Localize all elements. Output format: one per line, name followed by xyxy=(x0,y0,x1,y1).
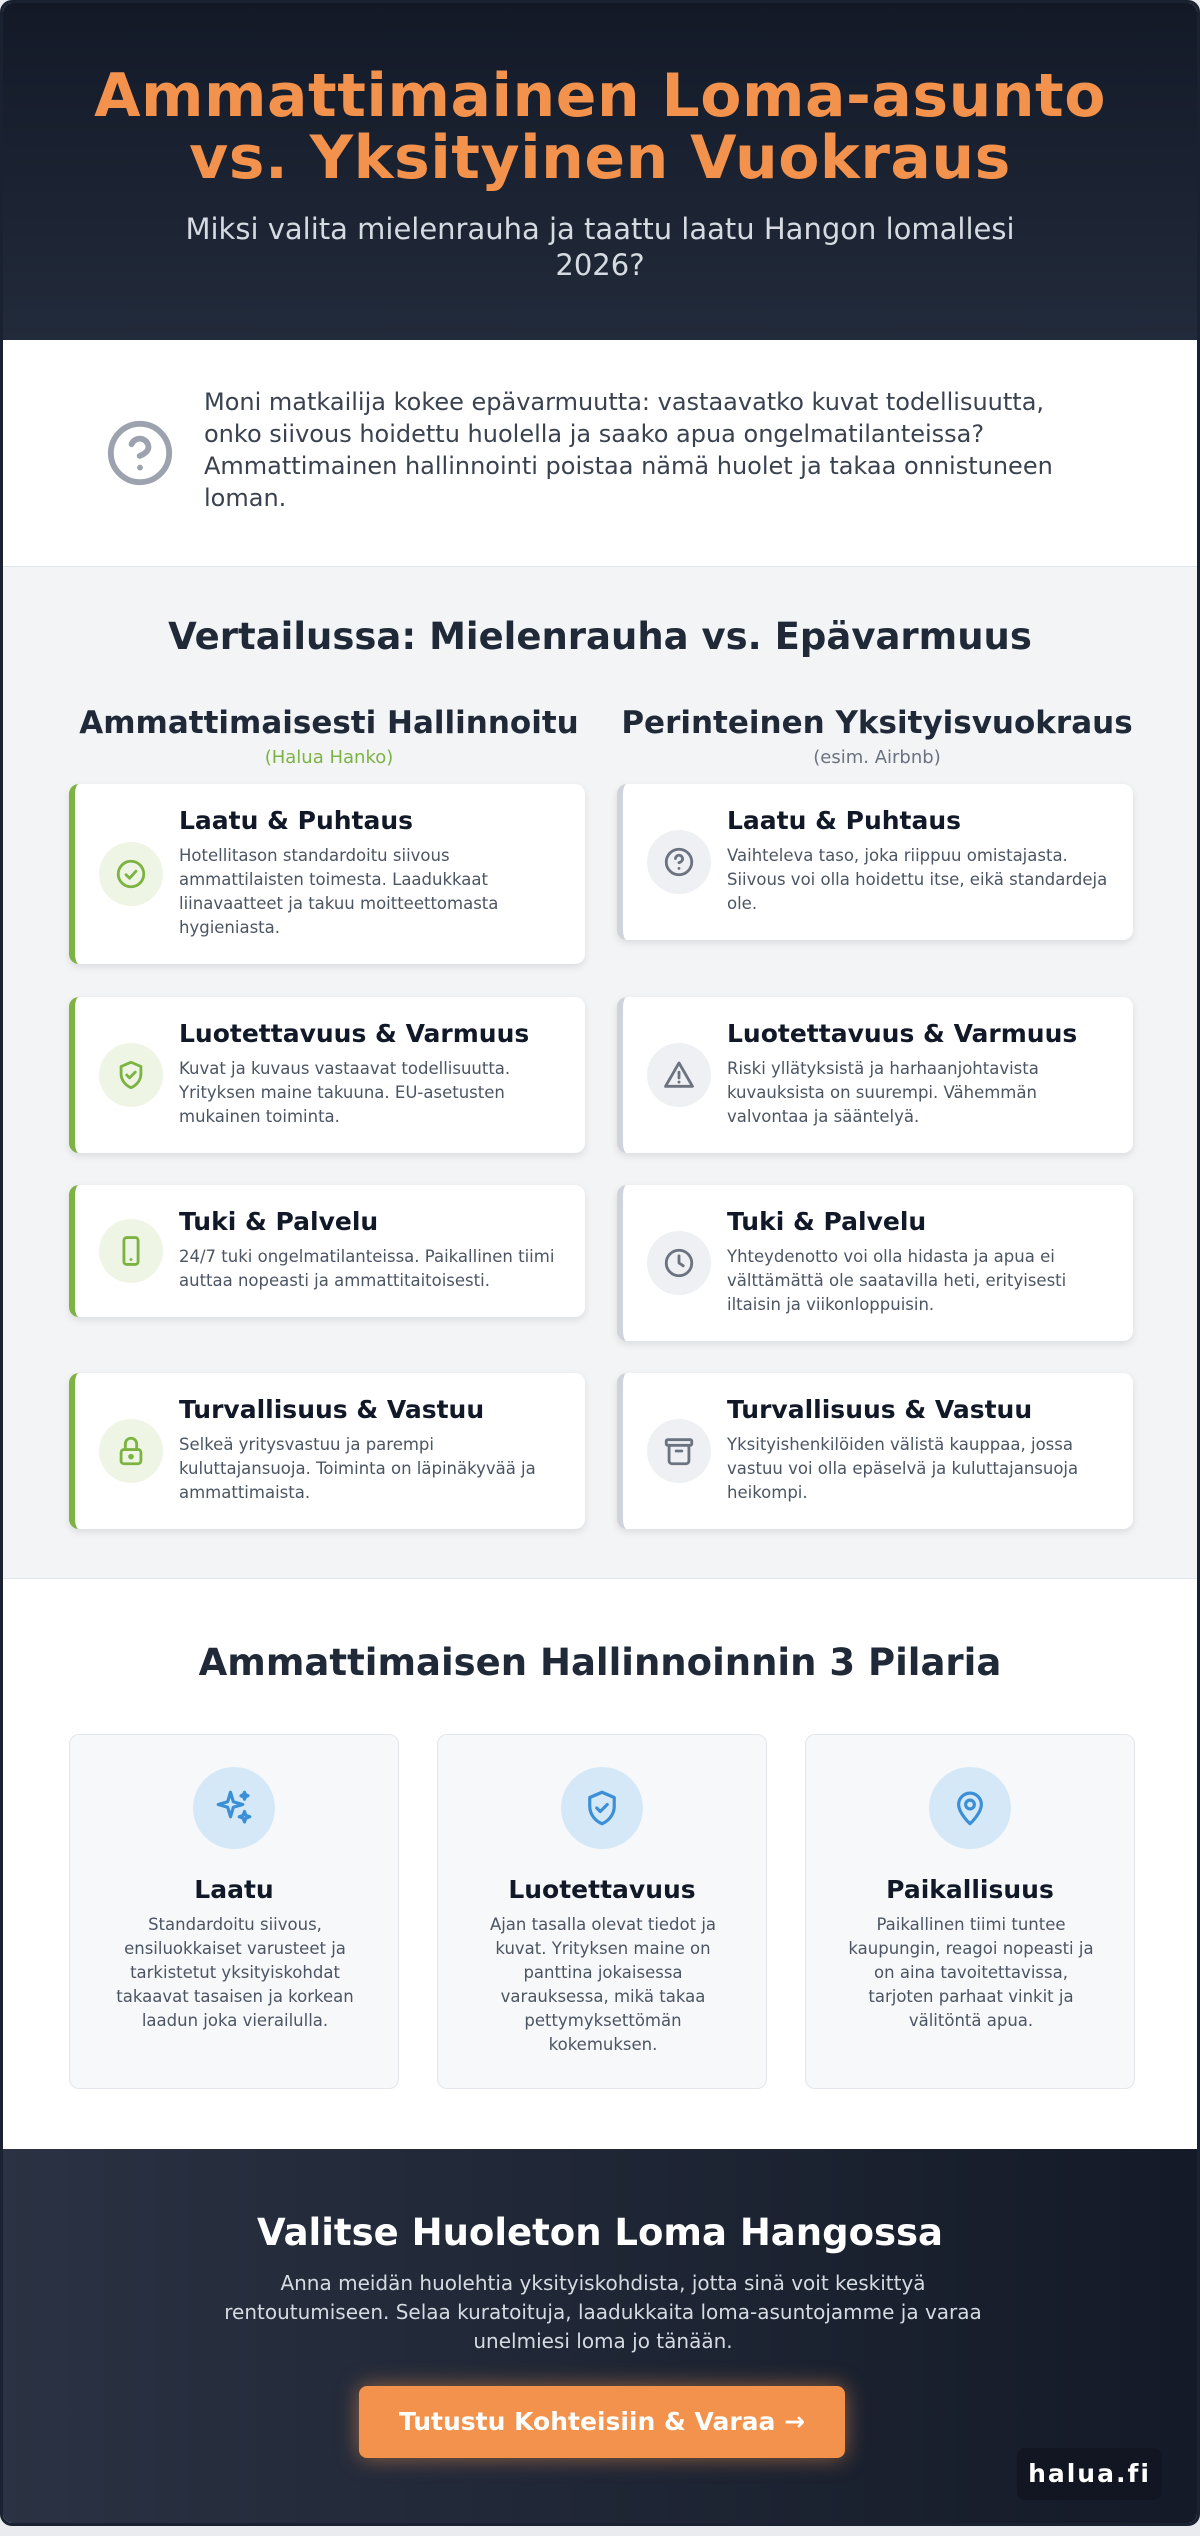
card-text: Kuvat ja kuvaus vastaavat todellisuutta. Yrityksen maine takuuna. EU-asetusten mukainen toiminta. xyxy=(179,1059,511,1126)
pillars-title: Ammattimaisen Hallinnoinnin 3 Pilaria xyxy=(198,1641,1002,1684)
pillar-title: Luotettavuus xyxy=(508,1875,696,1904)
hero-subtitle: Miksi valita mielenrauha ja taattu laatu Hangon lomallesi 2026? xyxy=(185,212,1015,282)
intro-section xyxy=(3,340,1197,567)
pro-column-title: Ammattimaisesti Hallinnoitu xyxy=(79,705,579,741)
pro-card-reliability xyxy=(69,997,585,1153)
brand-logo[interactable]: halua.fi xyxy=(1017,2448,1162,2500)
pillar-card-locality xyxy=(805,1734,1135,2089)
card-text: Selkeä yritysvastuu ja parempi kuluttajansuoja. Toiminta on läpinäkyvää ja ammattimaista. xyxy=(179,1435,536,1502)
card-text: Yksityishenkilöiden välistä kauppaa, jossa vastuu voi olla epäselvä ja kuluttajansuoja heikompi. xyxy=(727,1435,1079,1502)
pro-card-support xyxy=(69,1185,585,1317)
card-title: Laatu & Puhtaus xyxy=(727,806,962,835)
hero-title xyxy=(3,61,1197,193)
pro-column-subtitle: (Halua Hanko) xyxy=(264,747,394,768)
clock-icon xyxy=(662,1246,696,1280)
priv-column-title: Perinteinen Yksityisvuokraus xyxy=(621,705,1133,741)
priv-card-support xyxy=(617,1185,1133,1341)
pillar-title: Laatu xyxy=(194,1875,274,1904)
hero-title-line2: vs. Yksityinen Vuokraus xyxy=(189,123,1011,193)
shield-check-icon xyxy=(581,1787,623,1829)
card-text: Yhteydenotto voi olla hidasta ja apua ei välttämättä ole saatavilla heti, erityisesti iltaisin ja viikonloppuisin. xyxy=(727,1247,1067,1314)
priv-column-header xyxy=(617,705,1137,768)
question-circle-icon xyxy=(105,418,175,488)
card-title: Turvallisuus & Vastuu xyxy=(179,1395,485,1424)
map-pin-icon xyxy=(949,1787,991,1829)
pillars-section xyxy=(3,1579,1197,2149)
card-title: Turvallisuus & Vastuu xyxy=(727,1395,1033,1424)
smartphone-icon xyxy=(114,1234,148,1268)
comparison-section xyxy=(3,567,1197,1579)
cta-text: Anna meidän huolehtia yksityiskohdista, jotta sinä voit keskittyä rentoutumiseen. Selaa kuratoituja, laadukkaita loma-asuntojamme ja varaa unelmiesi loma jo tänään. xyxy=(224,2271,982,2353)
sparkles-icon xyxy=(213,1787,255,1829)
card-title: Tuki & Palvelu xyxy=(727,1207,927,1236)
pillar-title: Paikallisuus xyxy=(886,1875,1054,1904)
warning-triangle-icon xyxy=(662,1058,696,1092)
card-title: Luotettavuus & Varmuus xyxy=(179,1019,530,1048)
pillar-text: Paikallinen tiimi tuntee kaupungin, reagoi nopeasti ja on aina tavoitettavissa, tarjoten parhaat vinkit ja välitöntä apua. xyxy=(848,1915,1094,2030)
priv-column-subtitle: (esim. Airbnb) xyxy=(813,747,941,768)
card-text: Riski yllätyksistä ja harhaanjohtavista kuvauksista on suurempi. Vähemmän valvontaa ja sääntelyä. xyxy=(727,1059,1039,1126)
question-circle-icon xyxy=(662,845,696,879)
card-title: Luotettavuus & Varmuus xyxy=(727,1019,1078,1048)
card-title: Tuki & Palvelu xyxy=(179,1207,379,1236)
cta-section xyxy=(3,2149,1197,2526)
archive-box-icon xyxy=(662,1434,696,1468)
card-text: 24/7 tuki ongelmatilanteissa. Paikallinen tiimi auttaa nopeasti ja ammattitaitoisesti. xyxy=(179,1247,555,1290)
priv-card-reliability xyxy=(617,997,1133,1153)
card-text: Vaihteleva taso, joka riippuu omistajasta. Siivous voi olla hoidettu itse, eikä standardeja ole. xyxy=(727,846,1108,913)
hero-title-line1: Ammattimainen Loma-asunto xyxy=(94,61,1106,131)
priv-card-safety xyxy=(617,1373,1133,1529)
lock-icon xyxy=(114,1434,148,1468)
check-circle-icon xyxy=(114,857,148,891)
browse-and-book-button[interactable]: Tutustu Kohteisiin & Varaa → xyxy=(359,2386,845,2458)
pro-card-quality xyxy=(69,784,585,964)
pillar-text: Standardoitu siivous, ensiluokkaiset varusteet ja tarkistetut yksityiskohdat takaavat tasaisen ja korkean laadun joka vierailulla. xyxy=(116,1915,354,2030)
intro-text: Moni matkailija kokee epävarmuutta: vastaavatko kuvat todellisuutta, onko siivous hoidettu huolella ja saako apua ongelmatilanteissa? Ammattimainen hallinnointi poistaa nämä huolet ja takaa onnistuneen loman. xyxy=(204,388,1053,512)
hero-section xyxy=(3,3,1197,340)
pillar-text: Ajan tasalla olevat tiedot ja kuvat. Yrityksen maine on panttina jokaisessa varauksessa, mikä takaa pettymyksettömän kokemuksen. xyxy=(489,1915,717,2054)
card-title: Laatu & Puhtaus xyxy=(179,806,414,835)
card-text: Hotellitason standardoitu siivous ammattilaisten toimesta. Laadukkaat liinavaatteet ja takuu moitteettomasta hygieniasta. xyxy=(179,846,499,937)
pro-column-header xyxy=(69,705,589,768)
cta-title: Valitse Huoleton Loma Hangossa xyxy=(256,2211,944,2254)
comparison-title: Vertailussa: Mielenrauha vs. Epävarmuus xyxy=(168,615,1032,658)
pillar-card-reliability xyxy=(437,1734,767,2089)
shield-check-icon xyxy=(114,1058,148,1092)
pro-card-safety xyxy=(69,1373,585,1529)
pillar-card-quality xyxy=(69,1734,399,2089)
priv-card-quality xyxy=(617,784,1133,940)
